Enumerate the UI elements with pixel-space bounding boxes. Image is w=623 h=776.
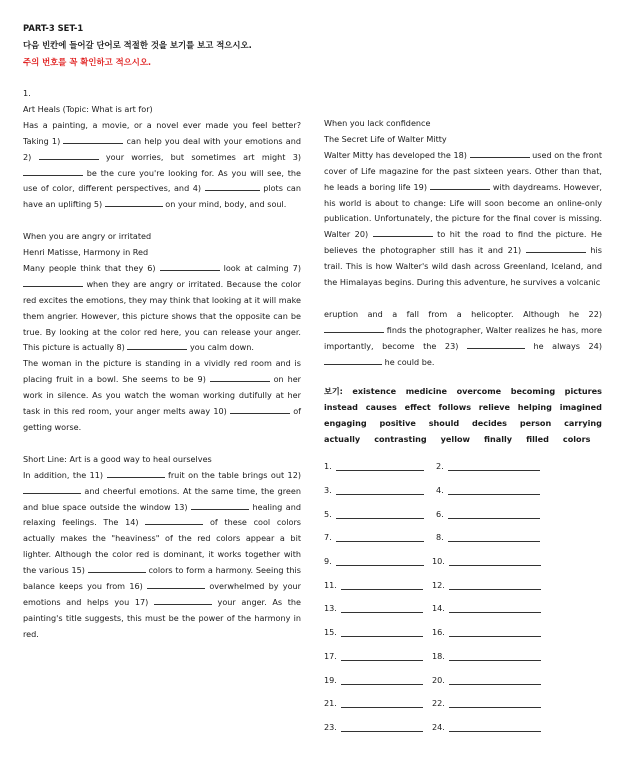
word: causes [365,402,397,412]
answer-field-4[interactable]: 4. [436,485,540,495]
paragraph: Many people think that they 6) look at calming 7) when they are angry or irritated. Because the color red excites the emotions, they may think that looking at it will make them angrier. However, this picture shows that the opposite can be true. By looking at the color red here, you can release your anger. This picture is actually 8) you calm down. [23,262,301,353]
answer-field-2[interactable]: 2. [436,461,540,471]
word-bank-row [324,415,602,431]
blank-2[interactable] [39,150,99,160]
word: imagined [559,402,602,412]
page-title: PART-3 SET-1 [23,23,84,33]
word-bank-row [324,431,602,447]
answer-field-16[interactable]: 16. [432,627,541,637]
blank-17[interactable] [154,595,212,605]
answer-field-7[interactable]: 7. [324,532,424,542]
blank-5[interactable] [105,197,163,207]
word: medicine [405,386,448,396]
answer-field-10[interactable]: 10. [432,556,541,566]
answer-field-20[interactable]: 20. [432,675,541,685]
blank-11[interactable] [107,468,165,478]
word: effect [404,402,431,412]
word: finally [484,434,513,444]
answer-field-9[interactable]: 9. [324,556,424,566]
paragraph: Has a painting, a movie, or a novel ever made you feel better? Taking 1) can help you deal with your emotions and 2) your worries, but sometimes art might 3) be the cure you're looking for. As you will see, the use of color, different perspectives, and 4) plots can have an uplifting 5) on your mind, body, and soul. [23,119,302,210]
blank-6[interactable] [160,261,220,271]
answer-field-24[interactable]: 24. [432,722,541,732]
word: person [519,418,552,428]
blank-23[interactable] [467,339,525,349]
answer-field-18[interactable]: 18. [432,651,541,661]
word-bank-row [324,383,602,399]
answer-field-19[interactable]: 19. [324,675,423,685]
word: follows [438,402,472,412]
word: actually [324,434,361,444]
blank-15[interactable] [88,563,146,573]
section-subtitle: The Secret Life of Walter Mitty [324,133,447,144]
paragraph: Walter Mitty has developed the 18) used on the front cover of Life magazine for the past sixteen years. Other than that, he leads a boring life 19) with daydreams. However, his world is about to change: Life will soon become an online-only publication. Unfortunately, the picture for the final cover is missing. Walter 20) to hit the road to find the picture. He believes the photographer still has it and 21) his trail. This is how Walter's wild dash across Greenland, Iceland, and the Himalayas begins. During this adventure, he survives a volcanic [324,149,603,288]
blank-3[interactable] [23,166,83,176]
word: should [428,418,460,428]
blank-9[interactable] [210,372,270,382]
answer-field-15[interactable]: 15. [324,627,423,637]
section-title: Short Line: Art is a good way to heal ourselves [23,453,212,464]
word: becoming [510,386,556,396]
word: colors [562,434,591,444]
blank-8[interactable] [127,340,187,350]
blank-19[interactable] [430,180,490,190]
blank-7[interactable] [23,277,83,287]
word: helping [517,402,552,412]
answer-field-22[interactable]: 22. [432,698,541,708]
word: existence [352,386,397,396]
answer-field-8[interactable]: 8. [436,532,540,542]
section-subtitle: Henri Matisse, Harmony in Red [23,247,149,258]
answer-field-6[interactable]: 6. [436,509,540,519]
section-title: When you are angry or irritated [23,231,152,242]
question-number: 1. [23,88,31,98]
answer-field-13[interactable]: 13. [324,603,423,613]
blank-4[interactable] [205,181,260,191]
word: engaging [324,418,367,428]
warning-text: 주의 번호를 꼭 확인하고 적으시오. [23,57,152,67]
blank-14[interactable] [145,515,203,525]
word: positive [379,418,416,428]
answer-field-23[interactable]: 23. [324,722,423,732]
word: carrying [564,418,602,428]
header [23,20,252,71]
blank-20[interactable] [373,227,433,237]
blank-10[interactable] [230,404,290,414]
word: contrasting [374,434,427,444]
blank-13[interactable] [191,500,249,510]
answer-field-12[interactable]: 12. [432,580,541,590]
right-column [324,116,602,370]
answer-field-1[interactable]: 1. [324,461,424,471]
left-column [23,86,301,643]
answer-field-3[interactable]: 3. [324,485,424,495]
blank-22[interactable] [324,323,384,333]
word-bank [324,383,602,447]
word: yellow [440,434,471,444]
answer-field-21[interactable]: 21. [324,698,423,708]
answer-field-5[interactable]: 5. [324,509,424,519]
blank-18[interactable] [470,148,530,158]
word: pictures [564,386,602,396]
section-title: Art Heals (Topic: What is art for) [23,103,153,114]
word-bank-row [324,399,602,415]
word: filled [526,434,549,444]
word: relieve [478,402,511,412]
word: instead [324,402,358,412]
answer-field-17[interactable]: 17. [324,651,423,661]
answer-field-11[interactable]: 11. [324,580,423,590]
blank-24[interactable] [324,355,382,365]
word-bank-label: 보기: [324,386,343,396]
blank-16[interactable] [147,579,205,589]
paragraph: eruption and a fall from a helicopter. Although he 22) finds the photographer, Walter realizes he has, more importantly, become the 23) he always 24) he could be. [324,308,603,367]
blank-21[interactable] [526,243,586,253]
blank-1[interactable] [63,134,123,144]
paragraph: In addition, the 11) fruit on the table brings out 12) and cheerful emotions. At the same time, the green and blue space outside the window 13) healing and relaxing feelings. The 14) of these cool colors actually makes the "heaviness" of the red colors appear a bit lighter. Although the color red is dominant, it works together with the various 15) colors to form a harmony. Seeing this balance keeps you from 16) overwhelmed by your emotions and helps you 17) your anger. As the painting's title suggests, this must be the power of the harmony in red. [23,469,302,639]
section-title: When you lack confidence [324,118,431,128]
paragraph: The woman in the picture is standing in a vividly red room and is placing fruit in a bowl. She seems to be 9) on her work in silence. As you watch the woman working dutifully at her task in this red room, your anger melts away 10) of getting worse. [23,358,302,433]
answer-field-14[interactable]: 14. [432,603,541,613]
blank-12[interactable] [23,484,81,494]
word: overcome [456,386,502,396]
instruction-text: 다음 빈칸에 들어갈 단어로 적절한 것을 보기를 보고 적으시오. [23,40,252,50]
word: decides [472,418,507,428]
